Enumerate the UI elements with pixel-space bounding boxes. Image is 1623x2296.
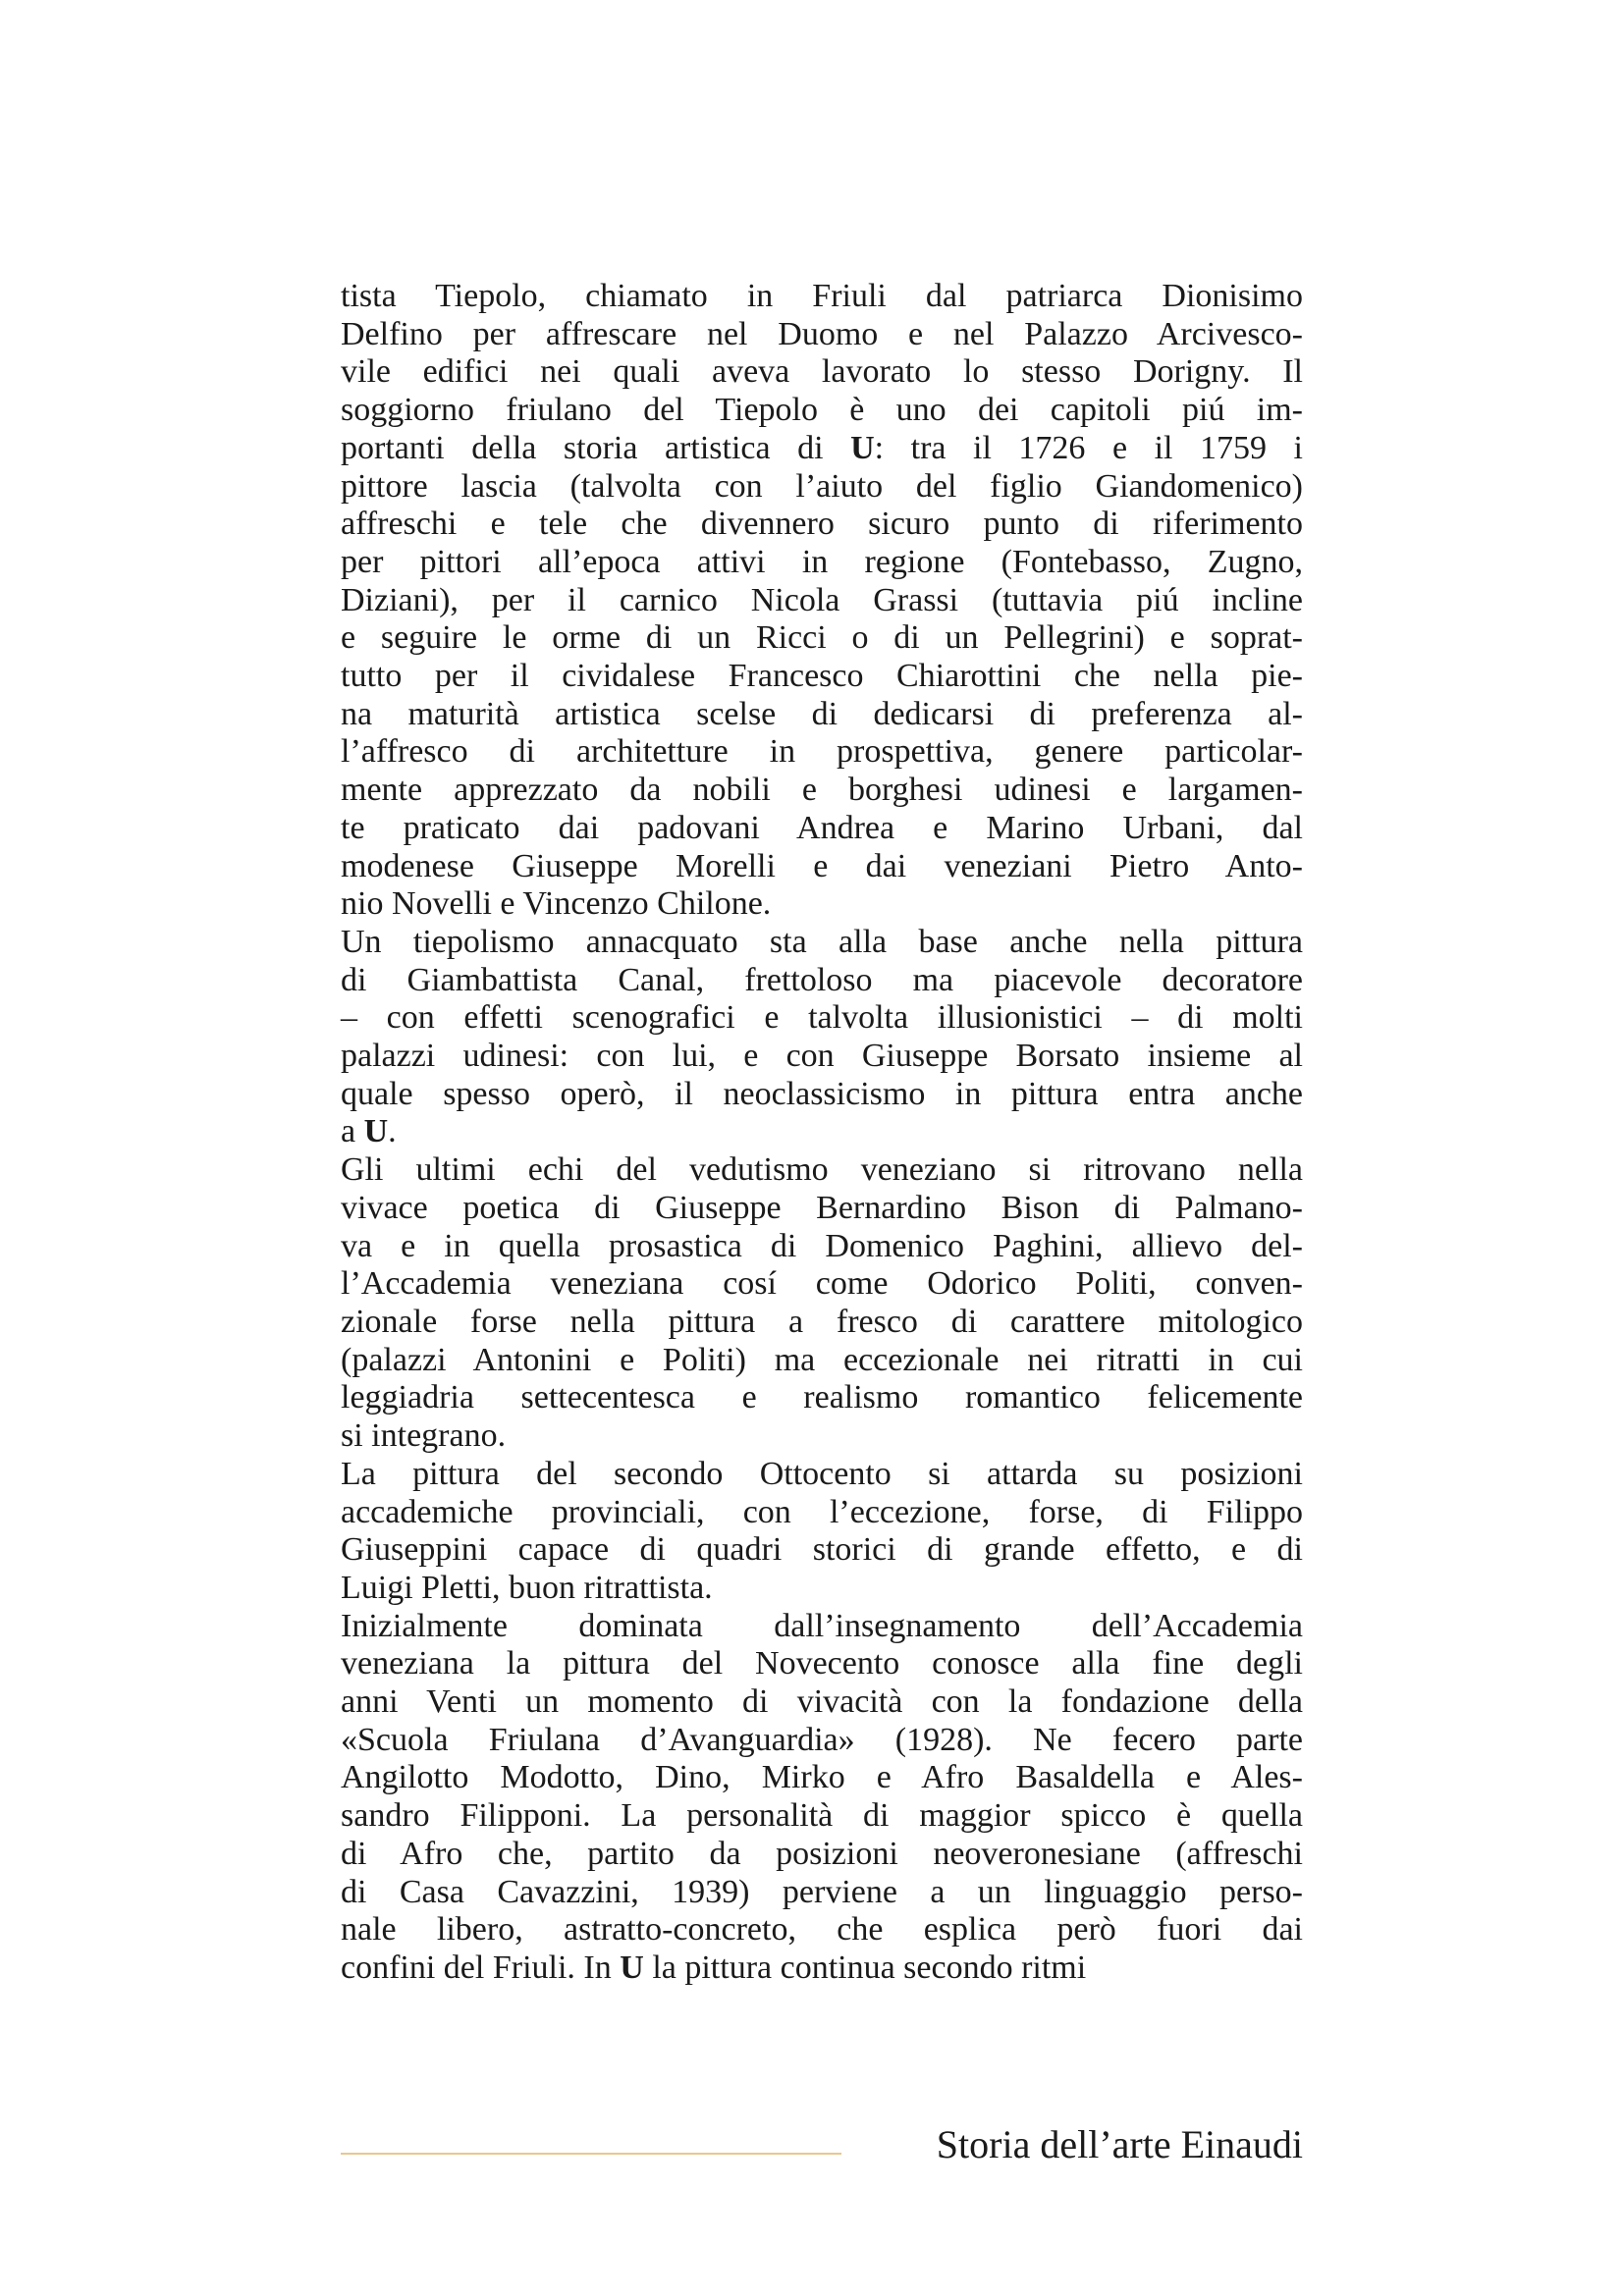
text-line: tutto per il cividalese Francesco Chiarottini che nella pie- [341, 658, 1303, 695]
text-line: nio Novelli e Vincenzo Chilone. [341, 885, 772, 923]
text-line: Giuseppini capace di quadri storici di grande effetto, e di [341, 1531, 1303, 1569]
text-line: te praticato dai padovani Andrea e Marino Urbani, dal [341, 809, 1303, 846]
text-line: (palazzi Antonini e Politi) ma eccezionale nei ritratti in cui [341, 1341, 1303, 1378]
text-line: nale libero, astratto-concreto, che esplica però fuori dai [341, 1911, 1303, 1949]
text-line: portanti della storia artistica di U: tra il 1726 e il 1759 i [341, 429, 1303, 466]
city-abbreviation: U [850, 429, 875, 466]
text-line: Luigi Pletti, buon ritrattista. [341, 1569, 713, 1606]
paragraph [341, 1151, 1303, 1456]
text-line: modenese Giuseppe Morelli e dai veneziani Pietro Anto- [341, 847, 1303, 884]
text-line: pittore lascia (talvolta con l’aiuto del figlio Giandomenico) [341, 467, 1303, 505]
text-line: per pittori all’epoca attivi in regione (Fontebasso, Zugno, [341, 543, 1303, 580]
text-line: «Scuola Friulana d’Avanguardia» (1928). Ne fecero parte [341, 1721, 1303, 1758]
text-line: e seguire le orme di un Ricci o di un Pellegrini) e soprat- [341, 619, 1303, 657]
text-line: di Giambattista Canal, frettoloso ma piacevole decoratore [341, 961, 1303, 998]
text-line: soggiorno friulano del Tiepolo è uno dei capitoli piú im- [341, 392, 1303, 429]
text-line: Delfino per affrescare nel Duomo e nel Palazzo Arcivesco- [341, 315, 1303, 352]
footer-rule [341, 2153, 841, 2155]
text-line: a U. [341, 1113, 397, 1150]
text-line: palazzi udinesi: con lui, e con Giuseppe Borsato insieme al [341, 1038, 1303, 1075]
text-line: Inizialmente dominata dall’insegnamento dell’Accademia [341, 1607, 1303, 1644]
text-line: mente apprezzato da nobili e borghesi udinesi e largamen- [341, 772, 1303, 809]
body-text [341, 278, 1303, 1988]
text-line: di Afro che, partito da posizioni neoveronesiane (affreschi [341, 1835, 1303, 1872]
city-abbreviation: U [620, 1949, 644, 1986]
text-line: confini del Friuli. In U la pittura continua secondo ritmi [341, 1949, 1087, 1986]
city-abbreviation: U [363, 1113, 389, 1150]
footer-title: Storia dell’arte Einaudi [936, 2122, 1303, 2166]
text-line: na maturità artistica scelse di dedicarsi di preferenza al- [341, 695, 1303, 732]
paragraph [341, 924, 1303, 1151]
text-line: zionale forse nella pittura a fresco di carattere mitologico [341, 1303, 1303, 1340]
text-line: leggiadria settecentesca e realismo romantico felicemente [341, 1379, 1303, 1416]
text-line: La pittura del secondo Ottocento si attarda su posizioni [341, 1455, 1303, 1492]
text-line: si integrano. [341, 1417, 507, 1455]
text-line: di Casa Cavazzini, 1939) perviene a un linguaggio perso- [341, 1873, 1303, 1910]
text-line: l’Accademia veneziana cosí come Odorico Politi, conven- [341, 1265, 1303, 1303]
text-line: veneziana la pittura del Novecento conosce alla fine degli [341, 1645, 1303, 1682]
text-line: quale spesso operò, il neoclassicismo in pittura entra anche [341, 1075, 1303, 1112]
paragraph [341, 1456, 1303, 1608]
text-line: Diziani), per il carnico Nicola Grassi (tuttavia piú incline [341, 581, 1303, 618]
text-line: anni Venti un momento di vivacità con la fondazione della [341, 1683, 1303, 1721]
text-line: affreschi e tele che divennero sicuro punto di riferimento [341, 506, 1303, 543]
paragraph [341, 278, 1303, 924]
text-line: vile edifici nei quali aveva lavorato lo stesso Dorigny. Il [341, 353, 1303, 391]
text-line: Un tiepolismo annacquato sta alla base anche nella pittura [341, 923, 1303, 960]
text-line: tista Tiepolo, chiamato in Friuli dal patriarca Dionisimo [341, 278, 1303, 314]
text-line: Gli ultimi echi del vedutismo veneziano si ritrovano nella [341, 1151, 1303, 1189]
text-line: sandro Filipponi. La personalità di maggior spicco è quella [341, 1797, 1303, 1835]
text-line: va e in quella prosastica di Domenico Paghini, allievo del- [341, 1227, 1303, 1264]
page-footer [341, 2115, 1303, 2174]
text-line: accademiche provinciali, con l’eccezione, forse, di Filippo [341, 1493, 1303, 1530]
text-line: l’affresco di architetture in prospettiva, genere particolar- [341, 733, 1303, 771]
text-line: Angilotto Modotto, Dino, Mirko e Afro Basaldella e Ales- [341, 1759, 1303, 1796]
text-line: – con effetti scenografici e talvolta illusionistici – di molti [341, 999, 1303, 1037]
text-line: vivace poetica di Giuseppe Bernardino Bison di Palmano- [341, 1189, 1303, 1226]
paragraph [341, 1608, 1303, 1988]
